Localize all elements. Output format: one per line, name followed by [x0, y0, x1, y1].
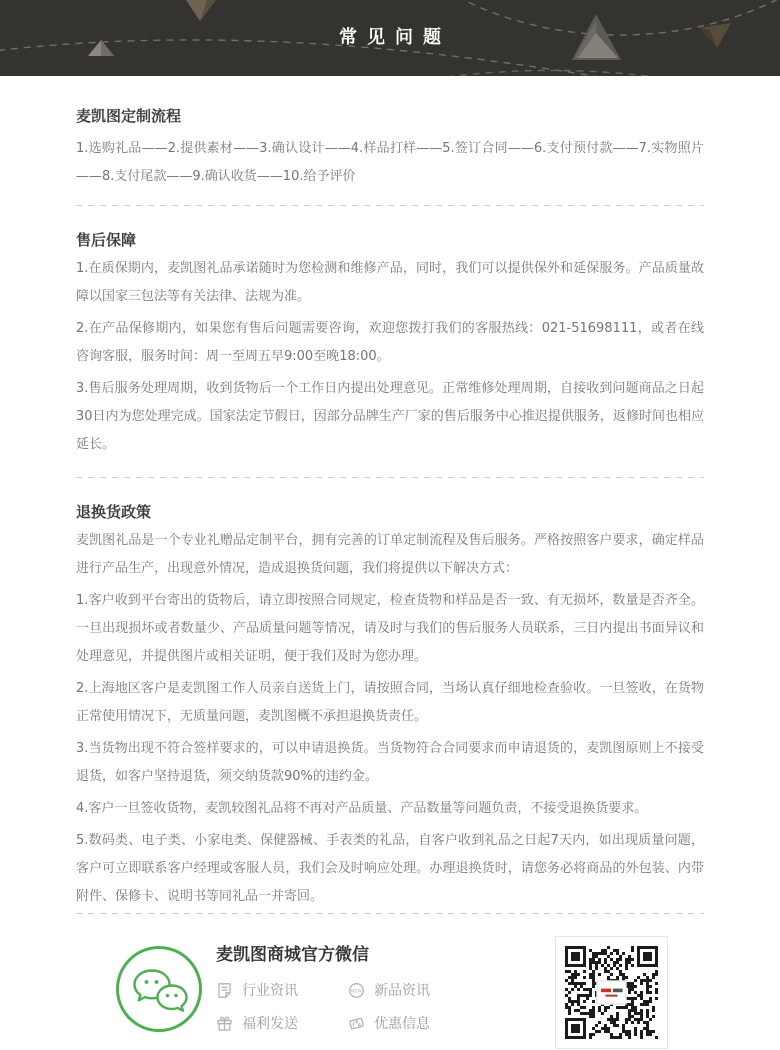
- footer-item-industry-news: [216, 980, 324, 1000]
- new-badge-icon: [348, 982, 365, 999]
- gift-icon: [216, 1015, 233, 1032]
- qr-code: [565, 946, 658, 1039]
- footer-item-label: 新品资讯: [374, 983, 430, 999]
- wechat-icon: [114, 944, 204, 1038]
- coupon-icon: [348, 1015, 365, 1032]
- paragraph: 2.在产品保修期内，如果您有售后问题需要咨询，欢迎您拨打我们的客服热线：021-51698111，或者在线咨询客服，服务时间：周一至周五早9:00至晚18:00。: [76, 321, 704, 364]
- wechat-account-title: 麦凯图商城官方微信: [216, 945, 369, 965]
- footer-item-benefits: [216, 1013, 324, 1033]
- paragraph: 1.在质保期内，麦凯图礼品承诺随时为您检测和维修产品，同时，我们可以提供保外和延保服务。产品质量故障以国家三包法等有关法律、法规为准。: [76, 261, 704, 304]
- wechat-feature-list: [216, 980, 430, 1033]
- footer-item-label: 优惠信息: [374, 1016, 430, 1032]
- paragraph: 5.数码类、电子类、小家电类、保健器械、手表类的礼品，自客户收到礼品之日起7天内，如出现质量问题，客户可立即联系客户经理或客服人员，我们会及时响应处理。办理退换货时，请您务必将商品的外包装、内带附件、保修卡、说明书等同礼品一并寄回。: [76, 833, 704, 904]
- footer-item-new-products: [348, 980, 430, 1000]
- footer-item-label: 福利发送: [242, 1016, 298, 1032]
- section-title: 售后保障: [76, 231, 137, 249]
- paragraph: 1.客户收到平台寄出的货物后，请立即按照合同规定，检查货物和样品是否一致、有无损坏，数量是否齐全。一旦出现损坏或者数量少、产品质量问题等情况，请及时与我们的售后服务人员联系，三日内提出书面异议和处理意见，并提供图片或相关证明，便于我们及时为您办理。: [76, 593, 704, 664]
- section-return-policy: [76, 478, 704, 911]
- wechat-info-block: [216, 944, 430, 1033]
- paragraph: 3.当货物出现不符合签样要求的，可以申请退换货。当货物符合合同要求而申请退货的，麦凯图原则上不接受退货，如客户坚持退货，须交纳货款90%的违约金。: [76, 741, 704, 784]
- paragraph: 3.售后服务处理周期，收到货物后一个工作日内提出处理意见。正常维修处理周期，自接收到问题商品之日起30日内为您处理完成。国家法定节假日，因部分品牌生产厂家的售后服务中心推迟提供服务，返修时间也相应延长。: [76, 381, 704, 452]
- footer-item-label: 行业资讯: [242, 983, 298, 999]
- page-title: 常见问题: [339, 27, 451, 48]
- section-title: 麦凯图定制流程: [76, 107, 182, 125]
- wechat-footer: [76, 936, 704, 1049]
- section-after-sales: [76, 206, 704, 459]
- page-header: [0, 0, 780, 76]
- paragraph: 麦凯图礼品是一个专业礼赠品定制平台，拥有完善的订单定制流程及售后服务。严格按照客户要求，确定样品进行产品生产，出现意外情况，造成退换货问题，我们将提供以下解决方式：: [76, 533, 704, 576]
- footer-item-discounts: [348, 1013, 430, 1033]
- news-doc-icon: [216, 982, 233, 999]
- dashed-divider: [76, 913, 704, 914]
- svg-text:NEW: NEW: [351, 988, 362, 994]
- section-custom-process: [76, 76, 704, 191]
- section-title: 退换货政策: [76, 503, 152, 521]
- qr-code-box: [555, 936, 668, 1049]
- content-area: [0, 76, 780, 1049]
- process-steps-text: 1.选购礼品——2.提供素材——3.确认设计——4.样品打样——5.签订合同——6.支付预付款——7.实物照片——8.支付尾款——9.确认收货——10.给予评价: [76, 141, 704, 184]
- paragraph: 4.客户一旦签收货物，麦凯较图礼品将不再对产品质量、产品数量等问题负责，不接受退换货要求。: [76, 801, 648, 816]
- paragraph: 2.上海地区客户是麦凯图工作人员亲自送货上门，请按照合同，当场认真仔细地检查验收。一旦签收，在货物正常使用情况下，无质量问题，麦凯图概不承担退换货责任。: [76, 681, 704, 724]
